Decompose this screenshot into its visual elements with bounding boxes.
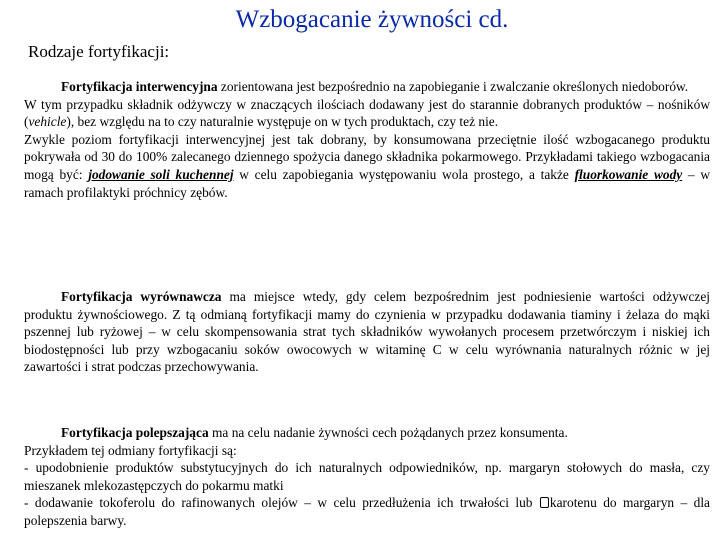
- paragraph-wyrownawcza: [24, 288, 710, 376]
- slide-title: Wzbogacanie żywności cd.: [235, 6, 509, 33]
- missing-glyph-icon: [540, 497, 549, 508]
- term-jodowanie: jodowanie soli kuchennej: [88, 166, 234, 182]
- section-interwencyjna: [24, 78, 710, 201]
- section-polepszajaca: [24, 424, 710, 530]
- definition-text: zorientowana jest bezpośrednio na zapobieganie i zwalczanie określonych niedoborów.: [217, 79, 689, 94]
- polepszajaca-text: ma na celu nadanie żywności cech pożądanych przez konsumenta.: [208, 425, 568, 440]
- term-polepszajaca: Fortyfikacja polepszająca: [61, 425, 209, 440]
- vehicle-term: vehicle: [28, 114, 67, 130]
- list-item: - upodobnienie produktów substytucyjnych do ich naturalnych odpowiedników, np. margaryn stołowych do masła, czy mieszanek mlekozastępczych do pokarmu matki: [24, 460, 710, 493]
- level-text-a: Zwykle poziom fortyfikacji interwencyjnej jest tak dobrany, by konsumowana przeciętnie ilość wzbogacanego produktu pokrywała od 30 do 100% zalecanego dziennego spożycia danego składnika pokarmowego. Przykładami takiego wzbogacania mogą być:: [24, 131, 710, 182]
- slide-subtitle: Rodzaje fortyfikacji:: [28, 42, 170, 61]
- paragraph-definition: [24, 78, 710, 96]
- vehicle-text-a: W tym przypadku składnik odżywczy w znaczących ilościach dodawany jest do starannie dobranych produktów – nośników (: [24, 96, 710, 130]
- vehicle-text-b: ), bez względu na to czy naturalnie występuje on w tych produktach, czy też nie.: [66, 114, 499, 130]
- term-fluorkowanie: fluorkowanie wody: [574, 166, 683, 182]
- wyrownawcza-text: ma miejsce wtedy, gdy celem bezpośrednim jest podniesienie wartości odżywczej produktu żywnościowego. Z tą odmianą fortyfikacji mamy do czynienia w przypadku dodawania tiaminy i żelaza do mąki pszennej lub ryżowej – w celu skompensowania strat tych składników wywołanych procesem przetwórczym i niskiej ich biodostępności lub przy wzbogacaniu soków owocowych w witaminę C w celu wyrównania naturalnych różnic w jej zawartości i strat podczas przechowywania.: [24, 289, 710, 375]
- paragraph-vehicle: [24, 96, 710, 131]
- level-text-c: – w ramach profilaktyki próchnicy zębów.: [24, 166, 710, 200]
- list-item: [24, 494, 710, 529]
- paragraph-level: [24, 131, 710, 201]
- paragraph-polepszajaca: [24, 424, 710, 442]
- term-wyrownawcza: Fortyfikacja wyrównawcza: [61, 289, 222, 304]
- list-item-text-a: - dodawanie tokoferolu do rafinowanych olejów – w celu przedłużenia ich trwałości lub: [24, 495, 539, 511]
- term-interwencyjna: Fortyfikacja interwencyjna: [61, 79, 218, 94]
- examples-intro: Przykładem tej odmiany fortyfikacji są:: [24, 442, 237, 458]
- list-item-text-b: karotenu do margaryn – dla polepszenia barwy.: [24, 495, 711, 528]
- section-wyrownawcza: [24, 288, 710, 376]
- level-text-b: w celu zapobiegania występowaniu wola prostego, a także: [233, 166, 575, 182]
